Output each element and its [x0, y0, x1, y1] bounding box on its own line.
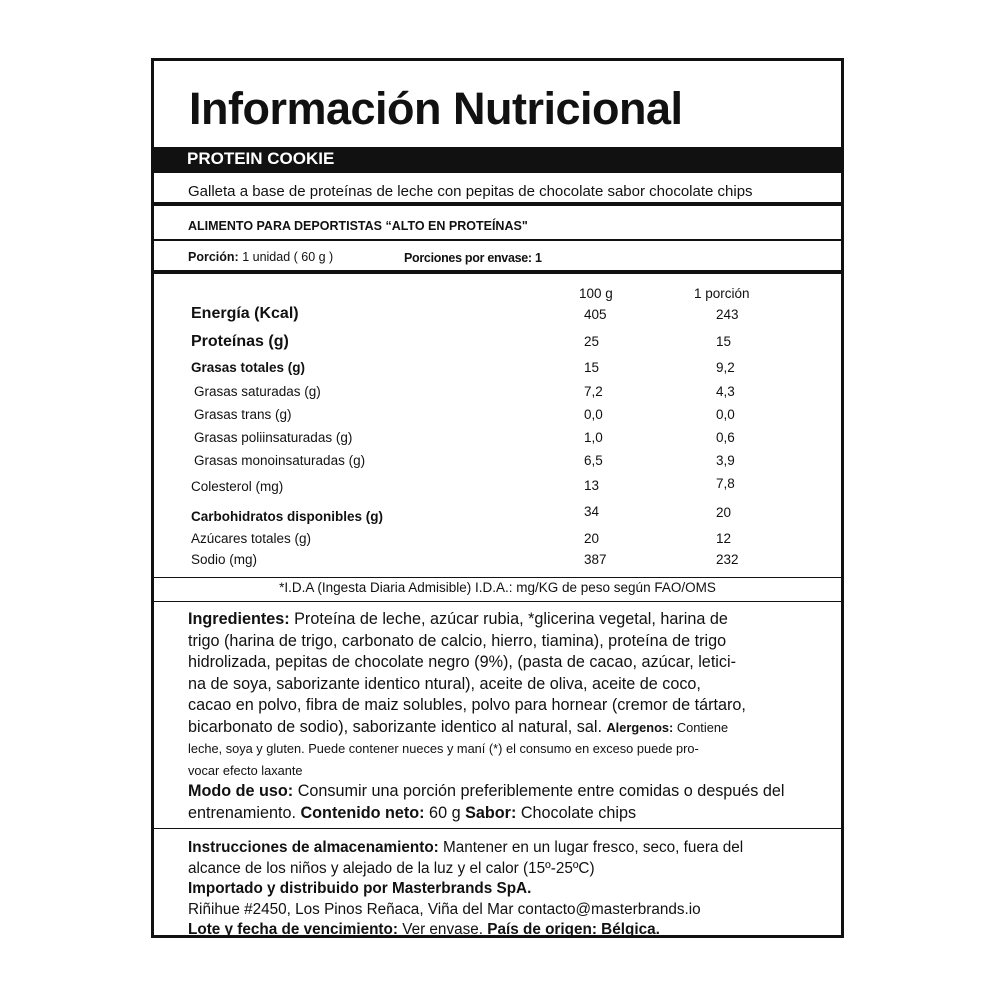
- nutrition-label: [151, 58, 844, 938]
- row-value-portion: 15: [716, 334, 732, 349]
- row-value-portion: 0,6: [716, 430, 735, 445]
- usage-label: Modo de uso:: [188, 782, 294, 800]
- row-name: Grasas monoinsaturadas (g): [194, 453, 366, 468]
- usage-text: Consumir una porción preferiblemente entre comidas o después del: [293, 782, 785, 800]
- ingredients-text: trigo (harina de trigo, carbonato de calcio, hierro, tiamina), proteína de trigo: [188, 631, 727, 650]
- servings-per-pack: Porciones por envase: 1: [404, 251, 542, 265]
- ida-note: *I.D.A (Ingesta Diaria Admisible) I.D.A.: mg/KG de peso según FAO/OMS: [279, 580, 716, 595]
- row-name: Energía (Kcal): [191, 305, 299, 322]
- importer: Importado y distribuido por Masterbrands SpA.: [188, 880, 532, 897]
- table-row: [154, 552, 841, 572]
- portion-info: [188, 250, 333, 264]
- row-value-portion: 0,0: [716, 407, 735, 422]
- storage-text: Mantener en un lugar fresco, seco, fuera del: [438, 839, 744, 856]
- product-name-bar: [154, 147, 841, 173]
- net-content-label: Contenido neto:: [300, 803, 425, 822]
- row-value-100g: 6,5: [584, 453, 603, 468]
- lot-label: Lote y fecha de vencimiento:: [188, 921, 398, 938]
- row-value-portion: 7,8: [716, 476, 735, 491]
- storage-text: alcance de los niños y alejado de la luz y el calor (15º-25ºC): [188, 859, 595, 877]
- allergens-text: leche, soya y gluten. Puede contener nueces y maní (*) el consumo en exceso puede pro-: [188, 741, 699, 756]
- row-name: Grasas totales (g): [191, 360, 306, 375]
- usage-text: entrenamiento.: [188, 803, 301, 822]
- ingredients-text: bicarbonato de sodio), saborizante identico al natural, sal.: [188, 717, 607, 736]
- table-row: [154, 407, 841, 427]
- flavor-value: Chocolate chips: [516, 803, 637, 822]
- storage-label: Instrucciones de almacenamiento:: [188, 839, 439, 856]
- table-row: [154, 305, 841, 325]
- row-value-100g: 1,0: [584, 430, 603, 445]
- divider: [154, 601, 841, 602]
- row-value-portion: 9,2: [716, 360, 735, 375]
- row-name: Grasas trans (g): [194, 407, 292, 422]
- ingredients-text: na de soya, saborizante identico ntural), aceite de oliva, aceite de coco,: [188, 674, 701, 693]
- product-description: Galleta a base de proteínas de leche con pepitas de chocolate sabor chocolate chips: [188, 183, 753, 200]
- table-row: [154, 360, 841, 380]
- row-name: Colesterol (mg): [191, 479, 284, 494]
- storage-block: [188, 838, 828, 941]
- allergens-label: Alergenos:: [606, 719, 674, 735]
- col-header-100g: 100 g: [579, 286, 613, 301]
- divider: [154, 270, 841, 274]
- flavor-label: Sabor:: [465, 803, 517, 822]
- row-value-100g: 20: [584, 531, 600, 546]
- allergens-text: vocar efecto laxante: [188, 762, 303, 778]
- row-name: Azúcares totales (g): [191, 531, 312, 546]
- row-value-100g: 34: [584, 504, 600, 519]
- ingredients-text: cacao en polvo, fibra de maiz solubles, polvo para hornear (cremor de tártaro,: [188, 696, 746, 714]
- address: Riñihue #2450, Los Pinos Reñaca, Viña del Mar contacto@masterbrands.io: [188, 900, 701, 918]
- row-value-100g: 25: [584, 334, 600, 349]
- table-row: [154, 531, 841, 551]
- row-value-100g: 13: [584, 478, 600, 493]
- row-name: Grasas saturadas (g): [194, 384, 321, 399]
- divider: [154, 577, 841, 578]
- page-title: Información Nutricional: [189, 83, 683, 134]
- ingredients-block: [188, 609, 828, 824]
- row-value-portion: 12: [716, 531, 732, 546]
- net-content-value: 60 g: [424, 803, 466, 822]
- row-value-100g: 405: [584, 307, 607, 322]
- portion-label: Porción:: [188, 250, 239, 264]
- portion-value: 1 unidad ( 60 g ): [242, 250, 334, 264]
- row-name: Sodio (mg): [191, 552, 258, 567]
- row-value-portion: 4,3: [716, 384, 735, 399]
- table-row: [154, 504, 841, 529]
- ingredients-text: hidrolizada, pepitas de chocolate negro (9%), (pasta de cacao, azúcar, letici-: [188, 653, 736, 671]
- row-value-portion: 243: [716, 307, 739, 322]
- divider: [154, 202, 841, 206]
- table-row: [154, 333, 841, 353]
- col-header-portion: 1 porción: [694, 286, 750, 301]
- table-row: [154, 453, 841, 473]
- ingredients-label: Ingredientes:: [188, 610, 290, 628]
- table-row: [154, 476, 841, 499]
- divider: [154, 828, 841, 829]
- allergens-text: Contiene: [673, 719, 729, 735]
- category-label: ALIMENTO PARA DEPORTISTAS “ALTO EN PROTEÍNAS": [188, 219, 528, 233]
- ingredients-text: Proteína de leche, azúcar rubia, *glicerina vegetal, harina de: [289, 610, 728, 628]
- table-row: [154, 384, 841, 404]
- row-name: Carbohidratos disponibles (g): [191, 509, 384, 524]
- origin: País de origen: Bélgica.: [487, 921, 660, 938]
- row-value-100g: 0,0: [584, 407, 603, 422]
- divider: [154, 239, 841, 241]
- row-name: Proteínas (g): [191, 333, 289, 350]
- row-value-portion: 20: [716, 505, 732, 520]
- table-row: [154, 430, 841, 450]
- row-name: Grasas poliinsaturadas (g): [194, 430, 353, 445]
- lot-value: Ver envase.: [397, 921, 488, 938]
- row-value-portion: 3,9: [716, 453, 735, 468]
- row-value-100g: 15: [584, 360, 600, 375]
- row-value-100g: 387: [584, 552, 607, 567]
- product-name: PROTEIN COOKIE: [187, 149, 335, 168]
- row-value-portion: 232: [716, 552, 739, 567]
- row-value-100g: 7,2: [584, 384, 603, 399]
